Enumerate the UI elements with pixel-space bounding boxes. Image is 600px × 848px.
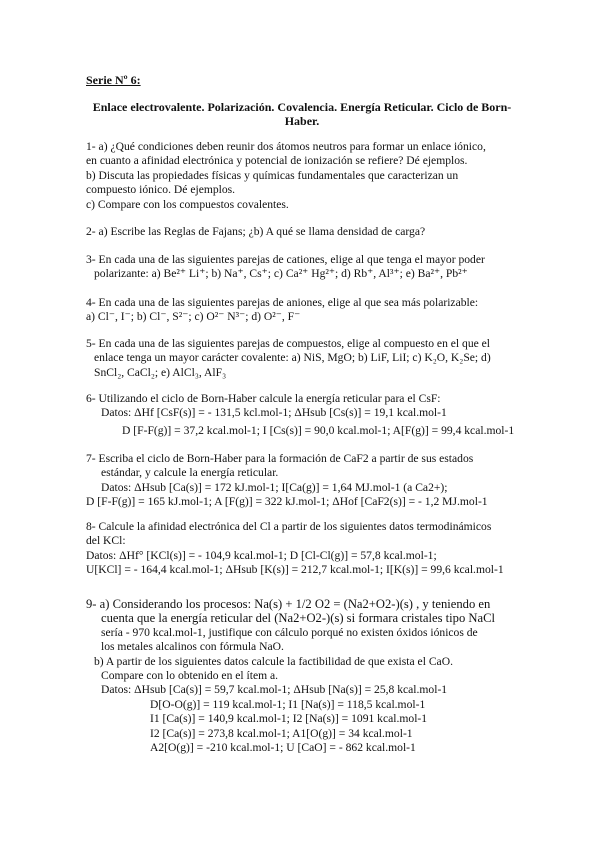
- q9-data-line-4: I2 [Ca(s)] = 273,8 kcal.mol-1; A1[O(g)] = 34 kcal.mol-1: [150, 726, 413, 740]
- q1-line-2: en cuanto a afinidad electrónica y potencial de ionización se refiere? Dé ejemplos.: [86, 154, 468, 168]
- question-1: [86, 140, 516, 212]
- q7-line-2: estándar, y calcule la energía reticular.: [101, 466, 279, 480]
- q6-data-line-1: Datos: ΔHf [CsF(s)] = - 131,5 kcl.mol-1; ΔHsub [Cs(s)] = 19,1 kcal.mol-1: [101, 406, 447, 420]
- q1-line-4: compuesto iónico. Dé ejemplos.: [86, 183, 236, 197]
- q1-line-5: c) Compare con los compuestos covalentes.: [86, 197, 289, 211]
- q8-line-1: 8- Calcule la afinidad electrónica del Cl a partir de los siguientes datos termodinámicos: [86, 520, 492, 533]
- series-heading: Serie Nº 6:: [86, 73, 141, 87]
- q9-line-6: Compare con lo obtenido en el ítem a.: [101, 669, 279, 683]
- q9-line-4: los metales alcalinos con fórmula NaO.: [101, 640, 284, 654]
- q2-line-1: 2- a) Escribe las Reglas de Fajans; ¿b) A qué se llama densidad de carga?: [86, 225, 426, 238]
- q9-data-line-1: Datos: ΔHsub [Ca(s)] = 59,7 kcal.mol-1; ΔHsub [Na(s)] = 25,8 kcal.mol-1: [101, 683, 448, 697]
- q4-line-1: 4- En cada una de las siguientes parejas de aniones, elige al que sea más polarizable:: [86, 296, 479, 309]
- q8-data-line-1: Datos: ΔHf° [KCl(s)] = - 104,9 kcal.mol-1; D [Cl-Cl(g)] = 57,8 kcal.mol-1;: [86, 548, 437, 562]
- q5-line-1: 5- En cada una de las siguientes parejas de compuestos, elige al compuesto en el que el: [86, 337, 491, 350]
- q9-line-5: b) A partir de los siguientes datos calcule la factibilidad de que exista el CaO.: [94, 654, 453, 668]
- question-6: [86, 392, 516, 438]
- q9-line-1: 9- a) Considerando los procesos: Na(s) + 1/2 O2 = (Na2+O2-)(s) , y teniendo en: [86, 597, 491, 611]
- question-5: [86, 337, 516, 380]
- title-line-1: Enlace electrovalente. Polarización. Covalencia. Energía Reticular. Ciclo de Born-: [92, 100, 512, 114]
- q3-line-2: polarizante: a) Be²⁺ Li⁺; b) Na⁺, Cs⁺; c) Ca²⁺ Hg²⁺; d) Rb⁺, Al³⁺; e) Ba²⁺, Pb²⁺: [94, 267, 468, 281]
- q8-line-2: del KCl:: [86, 534, 126, 548]
- q7-line-1: 7- Escriba el ciclo de Born-Haber para la formación de CaF2 a partir de sus estados: [86, 452, 474, 465]
- q9-data-line-2: D[O-O(g)] = 119 kcal.mol-1; I1 [Na(s)] = 118,5 kcal.mol-1: [150, 697, 426, 711]
- question-4: [86, 296, 516, 325]
- q1-line-1: 1- a) ¿Qué condiciones deben reunir dos átomos neutros para formar un enlace iónico,: [86, 140, 486, 153]
- q5-line-2: enlace tenga un mayor carácter covalente: a) NiS, MgO; b) LiF, LiI; c) K₂O, K₂Se; d): [94, 351, 491, 365]
- q6-line-1: 6- Utilizando el ciclo de Born-Haber calcule la energía reticular para el CsF:: [86, 392, 441, 405]
- title-line-2: Haber.: [284, 114, 320, 129]
- question-3: [86, 253, 516, 282]
- q7-data-line-2: D [F-F(g)] = 165 kJ.mol-1; A [F(g)] = 322 kJ.mol-1; ΔHof [CaF2(s)] = - 1,2 MJ.mol-1: [86, 495, 488, 509]
- q8-data-line-2: U[KCl] = - 164,4 kcal.mol-1; ΔHsub [K(s)] = 212,7 kcal.mol-1; I[K(s)] = 99,6 kcal.mol-1: [86, 563, 504, 577]
- q6-data-line-2: D [F-F(g)] = 37,2 kcal.mol-1; I [Cs(s)] = 90,0 kcal.mol-1; A[F(g)] = 99,4 kcal.mol-1: [122, 423, 515, 437]
- page-title: [86, 100, 518, 129]
- q4-line-2: a) Cl⁻, I⁻; b) Cl⁻, S²⁻; c) O²⁻ N³⁻; d) O²⁻, F⁻: [86, 310, 301, 324]
- q9-data-line-5: A2[O(g)] = -210 kcal.mol-1; U [CaO] = - 862 kcal.mol-1: [150, 741, 416, 755]
- question-7: [86, 452, 516, 510]
- q3-line-1: 3- En cada una de las siguientes parejas de cationes, elige al que tenga el mayor poder: [86, 253, 485, 266]
- q9-line-2: cuenta que la energía reticular del (Na2+O2-)(s) si formara cristales tipo NaCl: [101, 611, 495, 626]
- q1-line-3: b) Discuta las propiedades físicas y químicas fundamentales que caracterizan un: [86, 168, 459, 182]
- question-9: [86, 597, 516, 755]
- q9-data-line-3: I1 [Ca(s)] = 140,9 kcal.mol-1; I2 [Na(s)] = 1091 kcal.mol-1: [150, 712, 428, 726]
- q7-data-line-1: Datos: ΔHsub [Ca(s)] = 172 kJ.mol-1; I[Ca(g)] = 1,64 MJ.mol-1 (a Ca2+);: [101, 480, 448, 494]
- q5-line-3: SnCl₂, CaCl₂; e) AlCl₃, AlF₃: [94, 365, 227, 379]
- question-2: [86, 225, 516, 239]
- question-8: [86, 520, 516, 578]
- q9-line-3: sería - 970 kcal.mol-1, justifique con cálculo porqué no existen óxidos iónicos de: [101, 625, 478, 639]
